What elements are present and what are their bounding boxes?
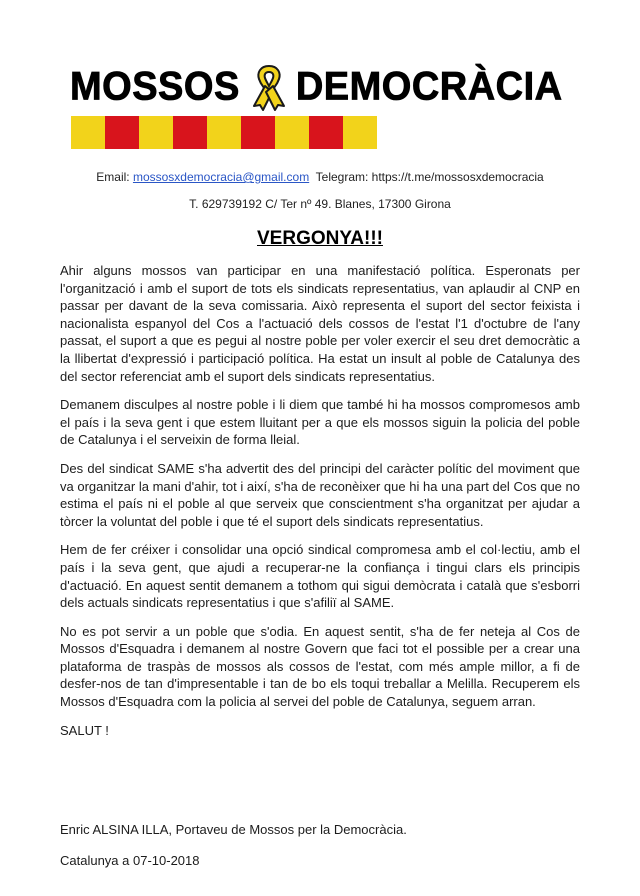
brand-name-right: DEMOCRÀCIA (295, 64, 563, 110)
senyera-flag (71, 116, 377, 149)
paragraph: No es pot servir a un poble que s'odia. En aquest sentit, s'ha de fer neteja al Cos de Mossos d'Esquadra i demanem al nostre Govern que faci tot el possible per a crear una plataforma de traspàs de mossos als cossos de l'estat, com més ample millor, a fi de desfer-nos de tan d'impresentable i tan de bo els toqui treballar a Melilla. Recuperem els Mossos d'Esquadra com la policia al servei del poble de Catalunya, seguem arran. (60, 623, 580, 710)
flag-stripe (241, 116, 275, 149)
letterhead (70, 62, 580, 112)
flag-stripe (105, 116, 139, 149)
paragraph: Demanem disculpes al nostre poble i li diem que també hi ha mossos compromesos amb el país i la seva gent i que estem lluitant per a que els mossos siguin la policia del poble de Catalunya i el serveixin de forma lleial. (60, 397, 580, 448)
flag-stripe (71, 116, 105, 149)
paragraph: Ahir alguns mossos van participar en una manifestació política. Esperonats per l'organització i amb el suport de tots els sindicats representatius, van aplaudir al CNP en passar per davant de la seva comissaria. Això representa el suport del sector feixista i nacionalista espanyol del Cos a l'actuació dels cossos de l'estat l'1 d'octubre de l'any passat, el suport a que es pegui al nostre poble per voler exercir el seu dret democràtic a la llibertat d'expressió i participació política. Ha estat un insult al poble de Catalunya des del sector referenciat amb el suport dels sindicats representatius. (60, 263, 580, 384)
page-title: VERGONYA!!! (257, 228, 383, 249)
contact-line (0, 170, 640, 184)
flag-stripe (207, 116, 241, 149)
signature: Enric ALSINA ILLA, Portaveu de Mossos per la Democràcia. (60, 822, 407, 837)
address-line: T. 629739192 C/ Ter nº 49. Blanes, 17300 Girona (189, 197, 451, 211)
flag-stripe (309, 116, 343, 149)
flag-stripe (173, 116, 207, 149)
yellow-ribbon-icon (246, 62, 292, 112)
flag-stripe (275, 116, 309, 149)
flag-stripe (139, 116, 173, 149)
paragraph: Hem de fer créixer i consolidar una opció sindical compromesa amb el col·lectiu, amb el país i la seva gent, que ajudi a recuperar-ne la confiança i tingui clars els principis d'actuació. En aquest sentit demanem a tothom qui sigui demòcrata i català que s'esborri dels actuals sindicats representatius i que s'afiliï al SAME. (60, 542, 580, 611)
letter-body (60, 262, 580, 750)
email-label: Email: (96, 170, 130, 184)
paragraph: Des del sindicat SAME s'ha advertit des del principi del caràcter polític del moviment que va organitzar la mani d'ahir, tot i així, s'ha de reconèixer que hi ha una part del Cos que no estima el país ni el poble al que serveix que conscientment s'ha organitzat per ajudar a tòrcer la voluntat del poble i que té el suport dels sindicats representatius. (60, 460, 580, 529)
date-line: Catalunya a 07-10-2018 (60, 853, 200, 868)
email-link[interactable]: mossosxdemocracia@gmail.com (132, 170, 310, 184)
telegram-text: Telegram: https://t.me/mossosxdemocracia (315, 170, 544, 184)
closing-salute: SALUT ! (60, 722, 109, 738)
brand-name-left: MOSSOS (70, 64, 240, 110)
flag-stripe (343, 116, 377, 149)
